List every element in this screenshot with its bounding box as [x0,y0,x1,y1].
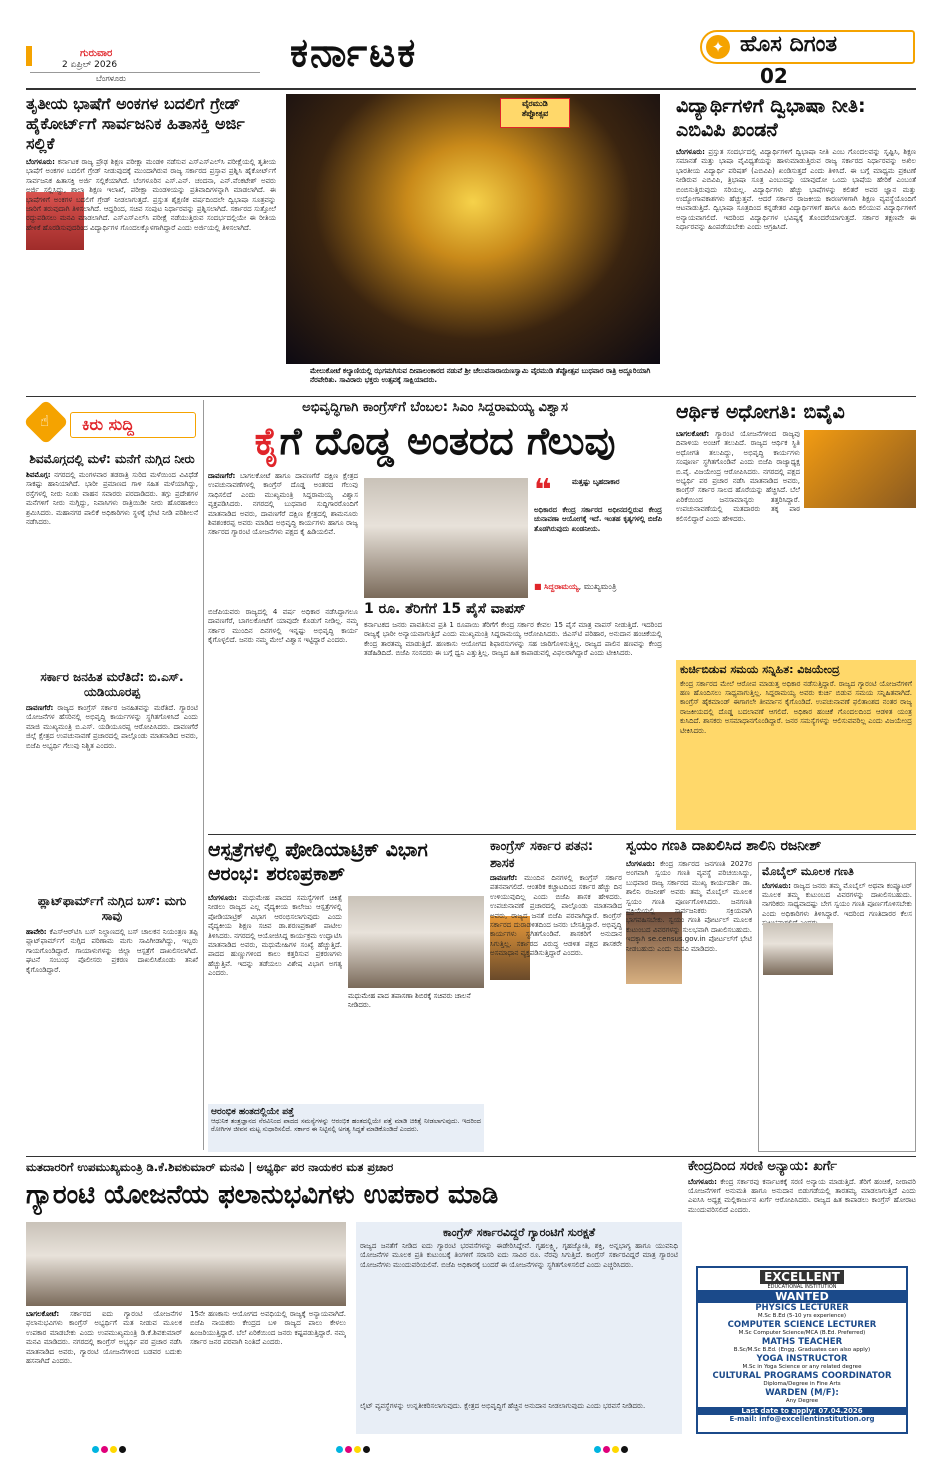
guarantee-box [356,1222,682,1434]
hospital-photo [348,896,484,988]
masthead [0,0,945,88]
lead-text: ಬಾಗಲಕೋಟೆ ಹಾಗೂ ದಾವಣಗೆರೆ ದಕ್ಷಿಣ ಕ್ಷೇತ್ರದ ಉಪಚುನಾವಣೆಗಳಲ್ಲಿ ಕಾಂಗ್ರೆಸ್ ದೊಡ್ಡ ಅಂತರದ ಗೆಲುವು ಸಾಧಿಸಲಿದೆ ಎಂದು ಮುಖ್ಯಮಂತ್ರಿ ಸಿದ್ದರಾಮಯ್ಯ ವಿಶ್ವಾಸ ವ್ಯಕ್ತಪಡಿಸಿದರು. ನಗರದಲ್ಲಿ ಬುಧವಾರ ಸುದ್ದಿಗಾರರೊಂದಿಗೆ ಮಾತನಾಡಿದ ಅವರು, ದಾವಣಗೆರೆ ದಕ್ಷಿಣ ಕ್ಷೇತ್ರದಲ್ಲಿ ಶಾಮನೂರು ಶಿವಶಂಕರಪ್ಪ ಅವರು ಮಾಡಿದ ಅಭಿವೃದ್ಧಿ ಕಾರ್ಯಗಳು ಹಾಗೂ ರಾಜ್ಯ ಸರ್ಕಾರದ ಗ್ಯಾರಂಟಿ ಯೋಜನೆಗಳು ಪಕ್ಷದ ಕೈ ಹಿಡಿಯಲಿವೆ. [208,472,358,537]
box-text: ಲೈಟ್ ವ್ಯವಸ್ಥೆಗಳನ್ನು ಉನ್ನತೀಕರಿಸಲಾಗುವುದು. ಕ್ಷೇತ್ರದ ಅಭಿವೃದ್ಧಿಗೆ ಹೆಚ್ಚಿನ ಅನುದಾನ ನೀಡಲಾಗುವುದು ಎಂದು ಭರವಸೆ ನೀಡಿದರು. [360,1402,646,1410]
paper-name: ಹೊಸ ದಿಗಂತ [740,32,838,57]
vijayendra-box [676,660,916,830]
quote-icon: ❝ [534,473,552,508]
story-text: ಮಧುಮೇಹ ಪಾದದ ಸಮಸ್ಯೆಗಳಿಗೆ ಚಿಕಿತ್ಸೆ ನೀಡಲು ರಾಜ್ಯದ ಎಲ್ಲ ವೈದ್ಯಕೀಯ ಕಾಲೇಜು ಆಸ್ಪತ್ರೆಗಳಲ್ಲಿ ಪೋಡಿಯಾಟ್ರಿಕ್ ವಿಭಾಗ ಆರಂಭಿಸಲಾಗುವುದು ಎಂದು ವೈದ್ಯಕೀಯ ಶಿಕ್ಷಣ ಸಚಿವ ಡಾ.ಶರಣಪ್ರಕಾಶ್ ಪಾಟೀಲ ತಿಳಿಸಿದರು. ನಗರದಲ್ಲಿ ಆಯೋಜಿಸಿದ್ದ ಕಾರ್ಯಕ್ರಮ ಉದ್ಘಾಟಿಸಿ ಮಾತನಾಡಿದ ಅವರು, ಮಧುಮೇಹಿಗಳ ಸಂಖ್ಯೆ ಹೆಚ್ಚುತ್ತಿದೆ. ಪಾದದ ಹುಣ್ಣುಗಳಿಂದ ಕಾಲು ಕತ್ತರಿಸುವ ಪ್ರಕರಣಗಳು ಹೆಚ್ಚುತ್ತಿವೆ. ಇದನ್ನು ತಡೆಯಲು ವಿಶೇಷ ವಿಭಾಗ ಅಗತ್ಯ ಎಂದರು. [208,894,342,978]
registration-marks [92,1438,128,1457]
cm-photo [364,478,528,598]
box-headline: ಆರಂಭಿಕ ಹಂತದಲ್ಲಿಯೇ ಪತ್ತೆ [211,1107,294,1117]
job-detail: M.Sc Computer Science/MCA (B.Ed. Preferred) [738,1330,866,1336]
early-detection-box [208,1104,484,1152]
bottom-kicker: ಮತದಾರರಿಗೆ ಉಪಮುಖ್ಯಮಂತ್ರಿ ಡಿ.ಕೆ.ಶಿವಕುಮಾರ್ ಮನವಿ | ಅಭ್ಯರ್ಥಿ ಪರ ನಾಯಕರ ಮತ ಪ್ರಚಾರ [26,1160,394,1174]
box-headline: ಕಾಂಗ್ರೆಸ್ ಸರ್ಕಾರವಿದ್ದರೆ ಗ್ಯಾರಂಟಿಗೆ ಸುರಕ್ಷತೆ [442,1226,596,1239]
story-podiatric [208,838,484,1152]
dateline: ದಾವಣಗೆರೆ: [26,704,54,712]
job-detail: M.Sc B.Ed (5-10 yrs experience) [757,1313,847,1319]
brief-item [26,670,198,860]
ad-email: E-mail: info@excellentinstitution.org [729,1415,875,1423]
ad-logo: EXCELLENT [760,1270,844,1284]
dateline: ದಾವಣಗೆರೆ: [490,874,518,882]
story-headline: ಕಾಂಗ್ರೆಸ್ ಸರ್ಕಾರ ಪತನ: ಶಾಸಕ [490,839,594,871]
divider [26,88,916,90]
job-title: COMPUTER SCIENCE LECTURER [727,1320,877,1330]
date-marker [26,46,32,66]
job-detail: M.Sc in Yoga Science or any related degree [742,1364,862,1370]
story-headline: ಕೇಂದ್ರದಿಂದ ಸರಣಿ ಅನ್ಯಾಯ: ಖರ್ಗೆ [688,1159,838,1174]
registration-marks [594,1438,630,1457]
story-text: ಮುಂದಿನ ದಿನಗಳಲ್ಲಿ ಕಾಂಗ್ರೆಸ್ ಸರ್ಕಾರ ಪತನವಾಗಲಿದೆ. ಆಂತರಿಕ ಕಚ್ಚಾಟದಿಂದ ಸರ್ಕಾರ ಹೆಚ್ಚು ದಿನ ಉಳಿಯುವುದಿಲ್ಲ ಎಂದು ಬಿಜೆಪಿ ಶಾಸಕ ಹೇಳಿದರು. ಉಪಚುನಾವಣೆ ಪ್ರಚಾರದಲ್ಲಿ ಪಾಲ್ಗೊಂಡು ಮಾತನಾಡಿದ ಅವರು, ರಾಜ್ಯದ ಜನತೆ ಬಿಜೆಪಿ ಪರವಾಗಿದ್ದಾರೆ. ಕಾಂಗ್ರೆಸ್ ಸರ್ಕಾರದ ದುರಾಡಳಿತದಿಂದ ಜನರು ಬೇಸತ್ತಿದ್ದಾರೆ. ಅಭಿವೃದ್ಧಿ ಕಾರ್ಯಗಳು ಸ್ಥಗಿತಗೊಂಡಿವೆ. ಶಾಸಕರಿಗೆ ಅನುದಾನ ಸಿಗುತ್ತಿಲ್ಲ. ಸರ್ಕಾರದ ವಿರುದ್ಧ ಆಡಳಿತ ಪಕ್ಷದ ಶಾಸಕರೇ ಅಸಮಾಧಾನ ವ್ಯಕ್ತಪಡಿಸುತ್ತಿದ್ದಾರೆ ಎಂದರು. [490,874,622,958]
mobile-census-sidebar [758,862,916,1152]
lead-headline: ಗೆ ದೊಡ್ಡ ಅಂತರದ ಗೆಲುವು [279,419,616,463]
bottom-lead [26,1160,682,1436]
box-text: ಆಧುನಿಕ ತಂತ್ರಜ್ಞಾನದ ನೆರವಿನಿಂದ ಪಾದದ ಸಮಸ್ಯೆಗಳನ್ನು ಆರಂಭಿಕ ಹಂತದಲ್ಲಿಯೇ ಪತ್ತೆ ಮಾಡಿ ಚಿಕಿತ್ಸೆ ನೀಡಲಾಗುವುದು. ಇದರಿಂದ ರೋಗಿಗಳ ಜೀವನ ಮಟ್ಟ ಸುಧಾರಿಸಲಿದೆ. ಸರ್ಕಾರ ಈ ನಿಟ್ಟಿನಲ್ಲಿ ಅಗತ್ಯ ಸಿದ್ಧತೆ ಮಾಡಿಕೊಂಡಿದೆ ಎಂದರು. [211,1117,481,1133]
box-headline: ಕುರ್ಚಿಬಿಡುವ ಸಮಯ ಸನ್ನಿಹಿತ: ವಿಜಯೇಂದ್ರ [680,663,840,676]
box-text: ರಾಜ್ಯದ ಜನತೆಗೆ ನೀಡಿದ ಐದು ಗ್ಯಾರಂಟಿ ಭರವಸೆಗಳನ್ನು ಈಡೇರಿಸಿದ್ದೇವೆ. ಗೃಹಲಕ್ಷ್ಮಿ, ಗೃಹಜ್ಯೋತಿ, ಶಕ್ತಿ, ಅನ್ನಭಾಗ್ಯ ಹಾಗೂ ಯುವನಿಧಿ ಯೋಜನೆಗಳ ಮೂಲಕ ಪ್ರತಿ ಕುಟುಂಬಕ್ಕೆ ತಿಂಗಳಿಗೆ ಸರಾಸರಿ ಐದು ಸಾವಿರ ರೂ. ನೆರವು ಸಿಗುತ್ತಿದೆ. ಕಾಂಗ್ರೆಸ್ ಸರ್ಕಾರವಿದ್ದರೆ ಮಾತ್ರ ಗ್ಯಾರಂಟಿ ಯೋಜನೆಗಳು ಮುಂದುವರಿಯಲಿವೆ. ಬಿಜೆಪಿ ಅಧಿಕಾರಕ್ಕೆ ಬಂದರೆ ಈ ಯೋಜನೆಗಳನ್ನು ಸ್ಥಗಿತಗೊಳಿಸಲಿದೆ ಎಂದು ಎಚ್ಚರಿಸಿದರು. [360,1242,678,1269]
sidebar-headline: ಮೊಬೈಲ್ ಮೂಲಕ ಗಣತಿ [762,865,854,878]
pointer-icon: ☝ [40,412,50,430]
lead-text-continued [208,608,358,828]
lamp-icon: ✦ [706,35,730,59]
story-congress-fall [490,838,622,1152]
official-photo [763,923,833,975]
sidebar-text: ರಾಜ್ಯದ ಜನರು ತಮ್ಮ ಮೊಬೈಲ್ ಅಥವಾ ಕಂಪ್ಯೂಟರ್ ಮೂಲಕ ತಮ್ಮ ಕುಟುಂಬದ ವಿವರಗಳನ್ನು ದಾಖಲಿಸಬಹುದು. ನಾಗರಿಕರು ಸಾಧ್ಯವಾದಷ್ಟು ಬೇಗ ಸ್ವಯಂ ಗಣತಿ ಪೂರ್ಣಗೊಳಿಸಬೇಕು ಎಂದು ಅಧಿಕಾರಿಗಳು ತಿಳಿಸಿದ್ದಾರೆ. ಇದರಿಂದ ಗಣತಿದಾರರ ಕೆಲಸ [762,881,912,918]
dateline: ಬೆಂಗಳೂರು: [688,1177,717,1186]
job-title: CULTURAL PROGRAMS COORDINATOR [712,1371,892,1381]
story-byv [676,400,916,650]
divider [30,72,260,73]
registration-marks [336,1438,372,1457]
lead-kicker: ಅಭಿವೃದ್ಧಿಗಾಗಿ ಕಾಂಗ್ರೆಸ್‌ಗೆ ಬೆಂಬಲ: ಸಿಎಂ ಸಿದ್ದರಾಮಯ್ಯ ವಿಶ್ವಾಸ [302,400,568,415]
tax-text: ಕರ್ನಾಟಕದ ಜನರು ಪಾವತಿಸುವ ಪ್ರತಿ 1 ರೂಪಾಯಿ ತೆರಿಗೆಗೆ ಕೇಂದ್ರ ಸರ್ಕಾರ ಕೇವಲ 15 ಪೈಸೆ ಮಾತ್ರ ವಾಪಸ್ ನೀಡುತ್ತಿದೆ. ಇದರಿಂದ ರಾಜ್ಯಕ್ಕೆ ಭಾರೀ ಅನ್ಯಾಯವಾಗುತ್ತಿದೆ ಎಂದು ಮುಖ್ಯಮಂತ್ರಿ ಸಿದ್ದರಾಮಯ್ಯ ಆರೋಪಿಸಿದರು. ಜಿಎಸ್‌ಟಿ ಪರಿಹಾರ, ಅನುದಾನ ಹಂಚಿಕೆಯಲ್ಲಿ ಕೇಂದ್ರ ತಾರತಮ್ಯ ಮಾಡುತ್ತಿದೆ. ಹಣಕಾಸು ಆಯೋಗದ ಶಿಫಾರಸುಗಳನ್ನು ಸಹ ಜಾರಿಗೊಳಿಸುತ್ತಿಲ್ಲ. ರಾಜ್ಯದ ಪಾಲಿನ ಹಣವನ್ನು ಕೇಂದ್ರ ತಡೆಹಿಡಿದಿದೆ. ಬಿಜೆಪಿ ಸಂಸದರು ಈ ಬಗ್ಗೆ ಧ್ವನಿ ಎತ್ತುತ್ತಿಲ್ಲ. ರಾಜ್ಯದ ಹಿತ ಕಾಪಾಡುವಲ್ಲಿ ವಿಫಲರಾಗಿದ್ದಾರೆ ಎಂದು ಟೀಕಿಸಿದರು. [364,620,662,657]
divider [26,396,916,397]
job-advertisement [696,1266,908,1434]
story-headline: ತೃತೀಯ ಭಾಷೆಗೆ ಅಂಕಗಳ ಬದಲಿಗೆ ಗ್ರೇಡ್ ಹೈಕೋರ್ಟ್‌ಗೆ ಸಾರ್ವಜನಿಕ ಹಿತಾಸಕ್ತಿ ಅರ್ಜಿ ಸಲ್ಲಿಕೆ [26,94,245,153]
story-abvp [676,94,916,394]
kiru-suddi-label: ಕಿರು ಸುದ್ದಿ [82,415,134,434]
kiru-suddi-header [26,404,198,440]
brief-headline: ಶಿವಮೊಗ್ಗದಲ್ಲಿ ಮಳೆ: ಮನೆಗೆ ನುಗ್ಗಿದ ನೀರು [29,452,195,466]
paper-logo [700,30,915,70]
brief-item [26,452,198,642]
brief-text: ನಗರದಲ್ಲಿ ಮಂಗಳವಾರ ತಡರಾತ್ರಿ ಸುರಿದ ಮಳೆಯಿಂದ ವಿವಿಧೆಡೆ ಸಾಕಷ್ಟು ಹಾನಿಯಾಗಿದೆ. ಭಾರೀ ಪ್ರಮಾಣದ ಗಾಳಿ ಸಹಿತ ಮಳೆಯಾಗಿದ್ದು, ರಸ್ತೆಗಳಲ್ಲಿ ನೀರು ನಿಂತು ವಾಹನ ಸವಾರರು ಪರದಾಡಿದರು. ತಗ್ಗು ಪ್ರದೇಶಗಳ ಮನೆಗಳಿಗೆ ನೀರು ನುಗ್ಗಿದ್ದು, ನಿವಾಸಿಗಳು ರಾತ್ರಿಯಿಡೀ ನೀರು ಹೊರಹಾಕಲು ಶ್ರಮಿಸಿದರು. ಮಹಾನಗರ ಪಾಲಿಕೆ ಅಧಿಕಾರಿಗಳು ಸ್ಥಳಕ್ಕೆ ಭೇಟಿ ನೀಡಿ ಪರಿಶೀಲನೆ ನಡೆಸಿದರು. [26,471,198,527]
story-text: ಗ್ಯಾರಂಟಿ ಯೋಜನೆಗಳಿಂದ ರಾಜ್ಯವು ದಿವಾಳಿಯ ಅಂಚಿಗೆ ತಲುಪಿದೆ. ರಾಜ್ಯದ ಆರ್ಥಿಕ ಸ್ಥಿತಿ ಅಧೋಗತಿ ತಲುಪಿದ್ದು, ಅಭಿವೃದ್ಧಿ ಕಾರ್ಯಗಳು ಸಂಪೂರ್ಣ ಸ್ಥಗಿತಗೊಂಡಿವೆ ಎಂದು ಬಿಜೆಪಿ ರಾಜ್ಯಾಧ್ಯಕ್ಷ ಬಿ.ವೈ. ವಿಜಯೇಂದ್ರ ಆರೋಪಿಸಿದರು. ನಗರದಲ್ಲಿ ಪಕ್ಷದ ಅಭ್ಯರ್ಥಿ ಪರ ಪ್ರಚಾರ ನಡೆಸಿ ಮಾತನಾಡಿದ ಅವರು, ಕಾಂಗ್ರೆಸ್ ಸರ್ಕಾರ ಸಾಲದ ಹೊರೆಯನ್ನು ಹೆಚ್ಚಿಸಿದೆ. ಬೆಲೆ ಏರಿಕೆಯಿಂದ ಜನಸಾಮಾನ್ಯರು ತತ್ತರಿಸಿದ್ದಾರೆ. ಉಪಚುನಾವಣೆಯಲ್ಲಿ ಮತದಾರರು ತಕ್ಕ ಪಾಠ ಕಲಿಸಲಿದ್ದಾರೆ ಎಂದು ಹೇಳಿದರು. [676,430,800,523]
job-title: WARDEN (M/F): [765,1388,839,1398]
page-number: 02 [760,64,788,88]
masthead-day: ಗುರುವಾರ [80,48,113,59]
quote-box: ❝ ಮತ್ತಷ್ಟು ಬೃಹದಾಕಾರ ಅಧಿಕಾರದ ಕೇಂದ್ರ ಸರ್ಕಾರದ ಅಧೀನದಲ್ಲಿರುವ ಕೇಂದ್ರ ಚುನಾವಣಾ ಆಯೋಗಕ್ಕೆ ಇದೆ. ಇಂತಹ ಕೃತ್ಯಗಳಲ್ಲಿ ಬಿಜೆಪಿ ತೊಡಗಿರುವುದು ಖಂಡನೀಯ. ■ ಸಿದ್ದರಾಮಯ್ಯ, ಮುಖ್ಯಮಂತ್ರಿ [534,473,662,591]
divider [208,834,916,835]
story-census [626,838,916,1152]
tag-line: ವೈರಮುಡಿ [522,99,548,108]
story-text: ಕೇಂದ್ರ ಸರ್ಕಾರವು ಕರ್ನಾಟಕಕ್ಕೆ ಸರಣಿ ಅನ್ಯಾಯ ಮಾಡುತ್ತಿದೆ. ತೆರಿಗೆ ಹಂಚಿಕೆ, ನೀರಾವರಿ ಯೋಜನೆಗಳಿಗೆ ಅನುಮತಿ ಹಾಗೂ ಅನುದಾನ ಬಿಡುಗಡೆಯಲ್ಲಿ ತಾರತಮ್ಯ ಮಾಡಲಾಗುತ್ತಿದೆ ಎಂದು ಎಐಸಿಸಿ ಅಧ್ಯಕ್ಷ ಮಲ್ಲಿಕಾರ್ಜುನ ಖರ್ಗೆ ಆರೋಪಿಸಿದರು. ರಾಜ್ಯದ ಹಿತ ಕಾಪಾಡಲು ಕಾಂಗ್ರೆಸ್ ಹೋರಾಟ ಮುಂದುವರಿಸಲಿದೆ ಎಂದರು. [688,1177,916,1214]
brief-text: ಕೆಎಸ್‌ಆರ್‌ಟಿಸಿ ಬಸ್ ನಿಲ್ದಾಣದಲ್ಲಿ ಬಸ್ ಚಾಲಕನ ನಿಯಂತ್ರಣ ತಪ್ಪಿ ಪ್ಲಾಟ್‌ಫಾರ್ಮ್‌ಗೆ ನುಗ್ಗಿದ ಪರಿಣಾಮ ಮಗು ಸಾವಿಗೀಡಾಗಿದ್ದು, ಇಬ್ಬರು ಗಾಯಗೊಂಡಿದ್ದಾರೆ. ಗಾಯಾಳುಗಳನ್ನು ಜಿಲ್ಲಾ ಆಸ್ಪತ್ರೆಗೆ ದಾಖಲಿಸಲಾಗಿದೆ. ಘಟನೆ ಸಂಬಂಧ ಪೊಲೀಸರು ಪ್ರಕರಣ ದಾಖಲಿಸಿಕೊಂಡು ತನಿಖೆ ಕೈಗೊಂಡಿದ್ದಾರೆ. [26,928,198,974]
dateline: ಬಾಗಲಕೋಟೆ: [26,1310,60,1318]
dateline: ಬೆಂಗಳೂರು: [676,148,705,156]
story-headline: ಆಸ್ಪತ್ರೆಗಳಲ್ಲಿ ಪೋಡಿಯಾಟ್ರಿಕ್ ವಿಭಾಗ ಆರಂಭ: ಶರಣಪ್ರಕಾಶ್ [208,839,428,885]
quote-label: ಮತ್ತಷ್ಟು ಬೃಹದಾಕಾರ [572,478,620,486]
bottom-headline: ಗ್ಯಾರಂಟಿ ಯೋಜನೆಯ ಫಲಾನುಭವಿಗಳು ಉಪಕಾರ ಮಾಡಿ [26,1180,499,1210]
story-text: ಪ್ರಸ್ತುತ ಸಂದರ್ಭದಲ್ಲಿ ವಿದ್ಯಾರ್ಥಿಗಳಿಗೆ ದ್ವಿಭಾಷಾ ನೀತಿ ಎಂಬ ಗೊಂದಲವನ್ನು ಸೃಷ್ಟಿಸಿ, ಶಿಕ್ಷಣ ಸಮಾನತೆ ಮತ್ತು ಭಾಷಾ ವೈವಿಧ್ಯತೆಯನ್ನು ಹಾಳುಮಾಡುತ್ತಿರುವ ರಾಜ್ಯ ಸರ್ಕಾರದ ನಿರ್ಧಾರವನ್ನು ಅಖಿಲ ಭಾರತೀಯ ವಿದ್ಯಾರ್ಥಿ ಪರಿಷತ್ (ಎಬಿವಿಪಿ) ಖಂಡಿಸುತ್ತದೆ ಎಂದು ತಿಳಿಸಿದೆ. ಈ ಬಗ್ಗೆ ಮಾಧ್ಯಮ ಪ್ರಕಟಣೆ ನೀಡಿರುವ ಎಬಿವಿಪಿ, ತ್ರಿಭಾಷಾ ಸೂತ್ರ ಎಂಬುದನ್ನು ಯಾವುದೋ ಒಂದು ಭಾಷೆಯ ಹೇರಿಕೆ ಎಂಬಂತೆ ಬಿಂಬಿಸುತ್ತಿರುವುದು ಸರಿಯಲ್ಲ. ವಿದ್ಯಾರ್ಥಿಗಳು ಹೆಚ್ಚು ಭಾಷೆಗಳನ್ನು ಕಲಿತರೆ ಅವರ ಜ್ಞಾನ ಮತ್ತು ಉದ್ಯೋಗಾವಕಾಶಗಳು ಹೆಚ್ಚುತ್ತವೆ. ಆದರೆ ಸರ್ಕಾರ ರಾಜಕೀಯ ಕಾರಣಗಳಿಗಾಗಿ ಶಿಕ್ಷಣ ವ್ಯವಸ್ಥೆಯೊಂದಿಗೆ ಆಟವಾಡುತ್ತಿದೆ. ದ್ವಿಭಾಷಾ ಸೂತ್ರದಿಂದ ಕನ್ನಡೇತರ ವಿದ್ಯಾರ್ಥಿಗಳಿಗೆ ಹಾಗೂ ಹಿಂದಿ ಕಲಿಯುವ ವಿದ್ಯಾರ್ಥಿಗಳಿಗೆ ಅನ್ಯಾಯವಾಗಲಿದೆ. ಇದರಿಂದ ವಿದ್ಯಾರ್ಥಿಗಳ ಭವಿಷ್ಯಕ್ಕೆ ತೊಂದರೆಯಾಗುತ್ತದೆ. ಸರ್ಕಾರ ತಕ್ಷಣವೇ ಈ ನಿರ್ಧಾರವನ್ನು ಹಿಂಪಡೆಯಬೇಕು ಎಂದು ಆಗ್ರಹಿಸಿದೆ. [676,148,916,232]
quote-text: ಅಧಿಕಾರದ ಕೇಂದ್ರ ಸರ್ಕಾರದ ಅಧೀನದಲ್ಲಿರುವ ಕೇಂದ್ರ ಚುನಾವಣಾ ಆಯೋಗಕ್ಕೆ ಇದೆ. ಇಂತಹ ಕೃತ್ಯಗಳಲ್ಲಿ ಬಿಜೆಪಿ ತೊಡಗಿರುವುದು ಖಂಡನೀಯ. [534,506,662,533]
photo-caption: ಮಧುಮೇಹ ಪಾದ ತಪಾಸಣಾ ಶಿಬಿರಕ್ಕೆ ಸಚಿವರು ಚಾಲನೆ ನೀಡಿದರು. [348,992,471,1009]
tax-headline: 1 ರೂ. ತೆರಿಗೆಗೆ 15 ಪೈಸೆ ವಾಪಸ್ [364,601,526,617]
ad-wanted: WANTED [698,1290,906,1303]
box-text: ಕೇಂದ್ರ ಸರ್ಕಾರದ ಮೇಲೆ ಆರೋಪ ಮಾಡುತ್ತ ಅಧಿಕಾರ ನಡೆಸುತ್ತಿದ್ದಾರೆ. ರಾಜ್ಯದ ಗ್ಯಾರಂಟಿ ಯೋಜನೆಗಳಿಗೆ ಹಣ ಹೊಂದಿಸಲು ಸಾಧ್ಯವಾಗುತ್ತಿಲ್ಲ. ಸಿದ್ದರಾಮಯ್ಯ ಅವರು ಕುರ್ಚಿ ಬಿಡುವ ಸಮಯ ಸನ್ನಿಹಿತವಾಗಿದೆ. ಕಾಂಗ್ರೆಸ್ ಹೈಕಮಾಂಡ್ ಈಗಾಗಲೇ ತೀರ್ಮಾನ ಕೈಗೊಂಡಿದೆ. ಉಪಚುನಾವಣೆ ಫಲಿತಾಂಶದ ನಂತರ ರಾಜ್ಯ ರಾಜಕೀಯದಲ್ಲಿ ದೊಡ್ಡ ಬದಲಾವಣೆ ಆಗಲಿದೆ. ಅಧಿಕಾರ ಹಂಚಿಕೆ ಗೊಂದಲದಿಂದ ಆಡಳಿತ ಯಂತ್ರ ಕುಸಿದಿದೆ. ಶಾಸಕರು ಅಸಮಾಧಾನಗೊಂಡಿದ್ದಾರೆ. ಜನರ ಸಮಸ್ಯೆಗಳನ್ನು ಆಲಿಸುವವರಿಲ್ಲ ಎಂದು ವಿಜಯೇಂದ್ರ ಟೀಕಿಸಿದರು. [680,679,912,735]
divider [203,400,204,1150]
dateline: ಹಾವೇರಿ: [26,928,47,936]
job-detail: B.Sc/M.Sc B.Ed. (Engg. Graduates can also apply) [733,1347,871,1353]
dateline: ದಾವಣಗೆರೆ: [208,472,236,480]
section-title: ಕರ್ನಾಟಕ [290,30,418,76]
tag-line: ತೆಪ್ಪೋತ್ಸವ [521,109,549,118]
tax-box [364,602,662,828]
story-text: ಕರ್ನಾಟಕ ರಾಜ್ಯ ಪ್ರೌಢ ಶಿಕ್ಷಣ ಪರೀಕ್ಷಾ ಮಂಡಳಿ ನಡೆಸುವ ಎಸ್‌ಎಸ್‌ಎಲ್‌ಸಿ ಪರೀಕ್ಷೆಯಲ್ಲಿ ತೃತೀಯ ಭಾಷೆಗೆ ಅಂಕಗಳ ಬದಲಿಗೆ ಗ್ರೇಡ್ ನೀಡುವುದಕ್ಕೆ ಮುಂದಾಗಿರುವ ರಾಜ್ಯ ಸರ್ಕಾರದ ಪ್ರಸ್ತಾವ ಪ್ರಶ್ನಿಸಿ ಹೈಕೋರ್ಟ್‌ಗೆ ಸಾರ್ವಜನಿಕ ಹಿತಾಸಕ್ತಿ ಅರ್ಜಿ ಸಲ್ಲಿಕೆಯಾಗಿದೆ. ಬೆಂಗಳೂರಿನ ಎಸ್.ಎನ್. ಚಂದನಾ, ಎನ್.ವೆಂಕಟೇಶ್ ಅವರು ಅರ್ಜಿ ಸಲ್ಲಿಸಿದ್ದು, ಶಾಲಾ ಶಿಕ್ಷಣ ಇಲಾಖೆ, ಪರೀಕ್ಷಾ ಮಂಡಳಿಯನ್ನು ಪ್ರತಿವಾದಿಗಳನ್ನಾಗಿ ಮಾಡಲಾಗಿದೆ. ಈ ಭಾಷೆಗಳಿಗೆ ಅಂಕಗಳ ಬದಲಿಗೆ ಗ್ರೇಡ್ ನೀಡಲಾಗುತ್ತದೆ. ಪ್ರಸ್ತುತ ಶೈಕ್ಷಣಿಕ ವರ್ಷದಿಂದಲೇ ದ್ವಿಭಾಷಾ ಸೂತ್ರವನ್ನು ಜಾರಿಗೆ ತರುವುದಾಗಿ ತಿಳಿಸಲಾಗಿದೆ. ಆದ್ದರಿಂದ, ಸಚಿವ ಸಂಪುಟ ನಿರ್ಧಾರವನ್ನು ಪ್ರಶ್ನಿಸಲಾಗಿದೆ. ಸರ್ಕಾರದ ಸುತ್ತೋಲೆ ರದ್ದುಪಡಿಸಲು ಮನವಿ ಮಾಡಲಾಗಿದೆ. ಎಸ್‌ಎಸ್‌ಎಲ್‌ಸಿ ಪರೀಕ್ಷೆ ನಡೆಯುತ್ತಿರುವ ಸಂದರ್ಭದಲ್ಲಿಯೇ ಈ ರೀತಿಯ ಹೇಳಿಕೆ ಹೊರಡಿಸುವುದರಿಂದ ವಿದ್ಯಾರ್ಥಿಗಳ ಗೊಂದಲಕ್ಕೊಳಗಾಗಿದ್ದಾರೆ ಎಂದು ಅರ್ಜಿಯಲ್ಲಿ ತಿಳಿಸಲಾಗಿದೆ. [26,158,276,232]
brief-headline: ಪ್ಲಾಟ್‌ಫಾರ್ಮ್‌ಗೆ ನುಗ್ಗಿದ ಬಸ್: ಮಗು ಸಾವು [37,894,187,923]
kiru-suddi-column [26,400,198,844]
job-title: MATHS TEACHER [761,1337,843,1347]
masthead-city: ಬೆಂಗಳೂರು [96,74,126,83]
quote-author: ಸಿದ್ದರಾಮಯ್ಯ [544,582,579,591]
brief-text: ರಾಜ್ಯದ ಕಾಂಗ್ರೆಸ್ ಸರ್ಕಾರ ಜನಹಿತವನ್ನು ಮರೆತಿದೆ. ಗ್ಯಾರಂಟಿ ಯೋಜನೆಗಳ ಹೆಸರಿನಲ್ಲಿ ಅಭಿವೃದ್ಧಿ ಕಾರ್ಯಗಳನ್ನು ಸ್ಥಗಿತಗೊಳಿಸಿದೆ ಎಂದು ಮಾಜಿ ಮುಖ್ಯಮಂತ್ರಿ ಬಿ.ಎಸ್. ಯಡಿಯೂರಪ್ಪ ಆರೋಪಿಸಿದರು. ದಾವಣಗೆರೆ ಜಿಲ್ಲೆ ಕ್ಷೇತ್ರದ ಉಪಚುನಾವಣೆ ಪ್ರಚಾರದಲ್ಲಿ ಪಾಲ್ಗೊಂಡು ಮಾತನಾಡಿದ ಅವರು, ಬಿಜೆಪಿ ಅಭ್ಯರ್ಥಿ ಗೆಲುವು ನಿಶ್ಚಿತ ಎಂದರು. [26,704,198,750]
dateline: ಬೆಂಗಳೂರು: [626,860,655,868]
bottom-text: ಸರ್ಕಾರದ ಐದು ಗ್ಯಾರಂಟಿ ಯೋಜನೆಗಳ ಫಲಾನುಭವಿಗಳು ಕಾಂಗ್ರೆಸ್ ಅಭ್ಯರ್ಥಿಗೆ ಮತ ನೀಡುವ ಮೂಲಕ ಉಪಕಾರ ಮಾಡಬೇಕು ಎಂದು ಉಪಮುಖ್ಯಮಂತ್ರಿ ಡಿ.ಕೆ.ಶಿವಕುಮಾರ್ ಮನವಿ ಮಾಡಿದರು. ನಗರದಲ್ಲಿ ಕಾಂಗ್ರೆಸ್ ಅಭ್ಯರ್ಥಿ ಪರ ಪ್ರಚಾರ ನಡೆಸಿ ಮಾತನಾಡಿದ ಅವರು, ಗ್ಯಾರಂಟಿ ಯೋಜನೆಗಳಿಂದ ಬಡವರ ಬದುಕು ಹಸನಾಗಿದೆ ಎಂದರು. [26,1310,182,1366]
bottom-text: 15ನೇ ಹಣಕಾಸು ಆಯೋಗದ ಅವಧಿಯಲ್ಲಿ ರಾಜ್ಯಕ್ಕೆ ಅನ್ಯಾಯವಾಗಿದೆ. ಬಿಜೆಪಿ ನಾಯಕರು ಕೇಂದ್ರದ ಬಳಿ ರಾಜ್ಯದ ಪಾಲು ಕೇಳಲು ಹಿಂಜರಿಯುತ್ತಿದ್ದಾರೆ. ಬೆಲೆ ಏರಿಕೆಯಿಂದ ಜನರು ಕಷ್ಟಪಡುತ್ತಿದ್ದಾರೆ. ನಮ್ಮ ಸರ್ಕಾರ ಜನರ ಪರವಾಗಿ ನಿಂತಿದೆ ಎಂದರು. [190,1310,346,1347]
job-list [698,1303,906,1405]
dateline: ಬೆಂಗಳೂರು: [762,881,791,890]
job-title: PHYSICS LECTURER [755,1303,849,1313]
job-detail: Any Degree [785,1398,819,1404]
dateline: ಬೆಂಗಳೂರು: [208,894,237,902]
teppotsava-photo [286,94,660,364]
photo-caption: ಮೇಲುಕೋಟೆ ಕಲ್ಯಾಣಿಯಲ್ಲಿ ಝಗಮಗಿಸುವ ದೀಪಾಲಂಕಾರದ ನಡುವೆ ಶ್ರೀ ಚೆಲುವನಾರಾಯಣಸ್ವಾಮಿ ವೈರಮುಡಿ ತೆಪ್ಪೋತ್ಸವ ಬುಧವಾರ ರಾತ್ರಿ ಅದ್ದೂರಿಯಾಗಿ ನೆರವೇರಿತು. ಸಾವಿರಾರು ಭಕ್ತರು ಉತ್ಸವಕ್ಕೆ ಸಾಕ್ಷಿಯಾದರು. [310,367,651,384]
lead-text: ಬಿಜೆಪಿಯವರು ರಾಜ್ಯದಲ್ಲಿ 4 ವರ್ಷ ಅಧಿಕಾರ ನಡೆಸಿದ್ದಾಗಲೂ ದಾವಣಗೆರೆ, ಬಾಗಲಕೋಟೆಗೆ ಯಾವುದೇ ಕೊಡುಗೆ ನೀಡಿಲ್ಲ. ನಮ್ಮ ಸರ್ಕಾರ ಮುಂದಿನ ದಿನಗಳಲ್ಲಿ ಇನ್ನಷ್ಟು ಅಭಿವೃದ್ಧಿ ಕಾರ್ಯ ಕೈಗೊಳ್ಳಲಿದೆ. ಜನರು ನಮ್ಮ ಮೇಲೆ ವಿಶ್ವಾಸ ಇಟ್ಟಿದ್ದಾರೆ ಎಂದರು. [208,608,358,645]
job-title: YOGA INSTRUCTOR [756,1354,848,1364]
ad-last-date: Last date to apply: 07.04.2026 [698,1407,906,1415]
photo-tag [500,98,570,128]
story-grade-pil [26,94,276,394]
story-headline: ಆರ್ಥಿಕ ಅಧೋಗತಿ: ಬಿವೈವಿ [676,401,845,423]
story-headline: ವಿದ್ಯಾರ್ಥಿಗಳಿಗೆ ದ್ವಿಭಾಷಾ ನೀತಿ: ಎಬಿವಿಪಿ ಖಂಡನೆ [676,95,866,141]
dateline: ಬೆಂಗಳೂರು: [26,158,55,166]
quote-role: ಮುಖ್ಯಮಂತ್ರಿ [583,582,617,591]
ad-logo-sub: EDUCATIONAL INSTITUTION [767,1284,837,1290]
story-headline: ಸ್ವಯಂ ಗಣತಿ ದಾಖಲಿಸಿದ ಶಾಲಿನಿ ರಜನೀಶ್ [626,838,822,854]
rally-photo [26,1222,346,1306]
brief-headline: ಸರ್ಕಾರ ಜನಹಿತ ಮರೆತಿದೆ: ಬಿ.ಎಸ್. ಯಡಿಯೂರಪ್ಪ [40,670,184,699]
story-kharge [688,1160,916,1260]
lead-headline-accent: ಕೈ [254,419,280,463]
dateline: ಶಿವಮೊಗ್ಗ: [26,471,51,479]
lead-story [208,400,662,600]
divider [26,1156,916,1157]
hero-photo-block [286,94,660,392]
job-detail: Diploma/Degree in Fine Arts [763,1381,841,1387]
dateline: ಬಾಗಲಕೋಟೆ: [676,430,710,438]
masthead-date: 2 ಏಪ್ರಿಲ್ 2026 [62,60,118,70]
byv-photo [804,430,916,508]
brief-item [26,894,198,1144]
story-text: ಕೇಂದ್ರ ಸರ್ಕಾರದ ಜನಗಣತಿ 2027ರ ಅಂಗವಾಗಿ ಸ್ವಯಂ ಗಣತಿ ವ್ಯವಸ್ಥೆ ಪರಿಚಯಿಸಿದ್ದು, ಬುಧವಾರ ರಾಜ್ಯ ಸರ್ಕಾರದ ಮುಖ್ಯ ಕಾರ್ಯದರ್ಶಿ ಡಾ. ಶಾಲಿನಿ ರಜನೀಶ್ ಅವರು ತಮ್ಮ ಮೊಬೈಲ್ ಮೂಲಕ ಸ್ವಯಂ ಗಣತಿ ಪೂರ್ಣಗೊಳಿಸಿದರು. ಜನಗಣತಿ ಪ್ರಕ್ರಿಯೆಯಲ್ಲಿ ಸಾರ್ವಜನಿಕರು ಸಕ್ರಿಯವಾಗಿ ಭಾಗವಹಿಸಬೇಕು. ಸ್ವಯಂ ಗಣತಿ ಪೋರ್ಟಲ್ ಮೂಲಕ ಕುಟುಂಬದ ವಿವರಗಳನ್ನು ಸುಲಭವಾಗಿ ದಾಖಲಿಸಬಹುದು. ಇದಕ್ಕಾಗಿ se.census.gov.in ಪೋರ್ಟಲ್‌ಗೆ ಭೇಟಿ ನೀಡಬಹುದು ಎಂದು ಮನವಿ ಮಾಡಿದರು. [626,860,752,953]
